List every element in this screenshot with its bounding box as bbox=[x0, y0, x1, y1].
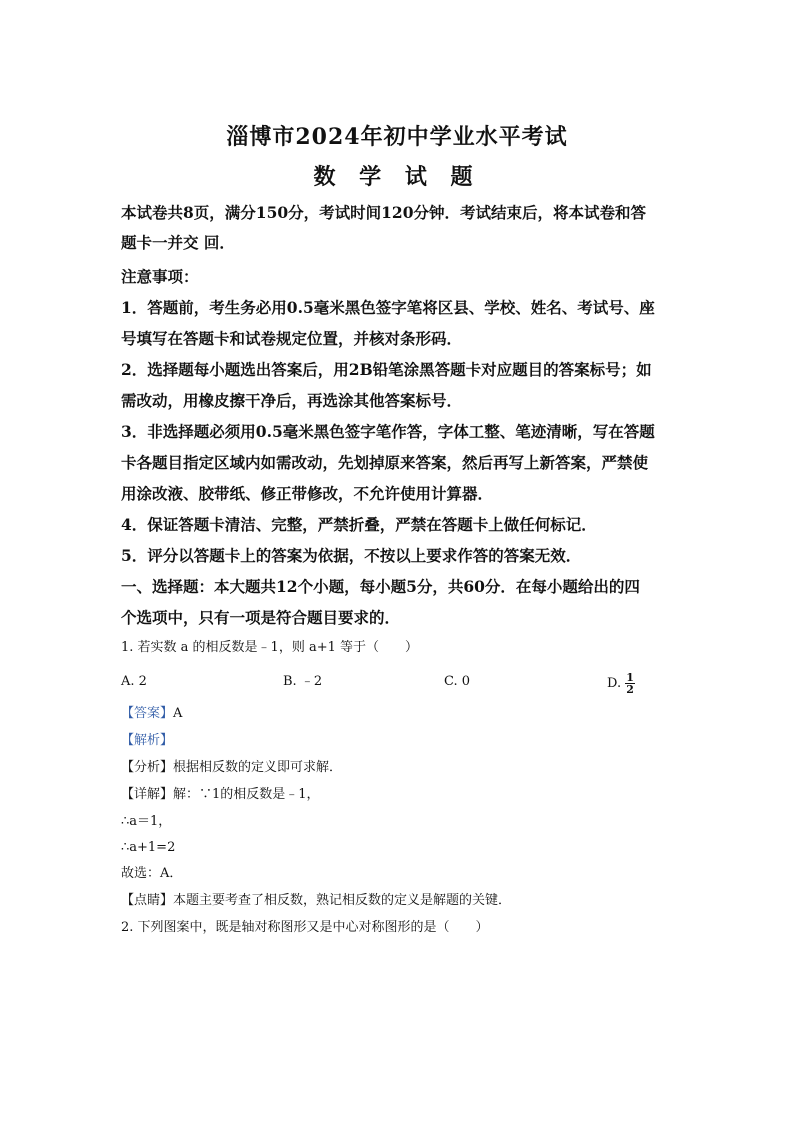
answer-value: A bbox=[173, 706, 183, 721]
note-5: 5．评分以答题卡上的答案为依据，不按以上要求作答的答案无效． bbox=[121, 546, 582, 565]
note-4: 4．保证答题卡清洁、完整，严禁折叠，严禁在答题卡上做任何标记． bbox=[121, 515, 597, 534]
fraction bbox=[625, 672, 635, 695]
analysis-fenxi: 【分析】根据相反数的定义即可求解． bbox=[121, 760, 343, 775]
intro-line-2: 题卡一并交 回． bbox=[121, 233, 235, 252]
answer-line bbox=[121, 704, 681, 724]
exam-title: 淄博市2024年初中学业水平考试 bbox=[226, 124, 568, 150]
intro-line-1: 本试卷共8页，满分150分，考试时间120分钟．考试结束后，将本试卷和答 bbox=[121, 203, 646, 222]
q1-option-d bbox=[607, 672, 635, 695]
q1-option-c: C. 0 bbox=[444, 674, 471, 689]
q1-option-d-label: D. bbox=[607, 676, 622, 691]
analysis-detail: 【详解】解：∵1的相反数是﹣1， bbox=[121, 787, 320, 802]
fraction-numerator: 1 bbox=[626, 671, 634, 684]
solution-step-1: ∴a＝1， bbox=[121, 814, 172, 829]
q1-option-a: A. 2 bbox=[121, 674, 147, 689]
note-2-line-1: 2．选择题每小题选出答案后，用2B铅笔涂黑答题卡对应题目的答案标号；如 bbox=[121, 360, 652, 379]
note-3-line-1: 3．非选择题必须用0.5毫米黑色签字笔作答，字体工整、笔迹清晰，写在答题 bbox=[121, 422, 655, 441]
solution-step-2: ∴a+1=2 bbox=[121, 840, 176, 855]
q1-option-b: B. ﹣2 bbox=[283, 674, 323, 689]
note-1-line-1: 1．答题前，考生务必用0.5毫米黑色签字笔将区县、学校、姓名、考试号、座 bbox=[121, 298, 655, 317]
answer-tag: 【答案】 bbox=[121, 706, 174, 721]
solution-choice: 故选：A． bbox=[121, 866, 183, 881]
note-3-line-3: 用涂改液、胶带纸、修正带修改，不允许使用计算器． bbox=[121, 484, 494, 503]
exam-subtitle: 数 学 试 题 bbox=[313, 164, 481, 190]
question-1-stem: 1. 若实数 a 的相反数是﹣1，则 a+1 等于（ ） bbox=[121, 640, 419, 655]
note-1-line-2: 号填写在答题卡和试卷规定位置，并核对条形码． bbox=[121, 329, 463, 348]
note-2-line-2: 需改动，用橡皮擦干净后，再选涂其他答案标号． bbox=[121, 391, 463, 410]
note-3-line-2: 卡各题目指定区域内如需改动，先划掉原来答案，然后再写上新答案，严禁使 bbox=[121, 453, 649, 472]
section-1-line-1: 一、选择题：本大题共12个小题，每小题5分，共60分．在每小题给出的四 bbox=[121, 577, 640, 596]
question-2-stem: 2. 下列图案中，既是轴对称图形又是中心对称图形的是（ ） bbox=[121, 920, 489, 935]
review-note: 【点睛】本题主要考查了相反数，熟记相反数的定义是解题的关键． bbox=[121, 893, 512, 908]
section-1-line-2: 个选项中，只有一项是符合题目要求的． bbox=[121, 608, 401, 627]
notes-title: 注意事项： bbox=[121, 267, 199, 286]
analysis-tag: 【解析】 bbox=[121, 733, 174, 748]
fraction-denominator: 2 bbox=[626, 683, 634, 696]
